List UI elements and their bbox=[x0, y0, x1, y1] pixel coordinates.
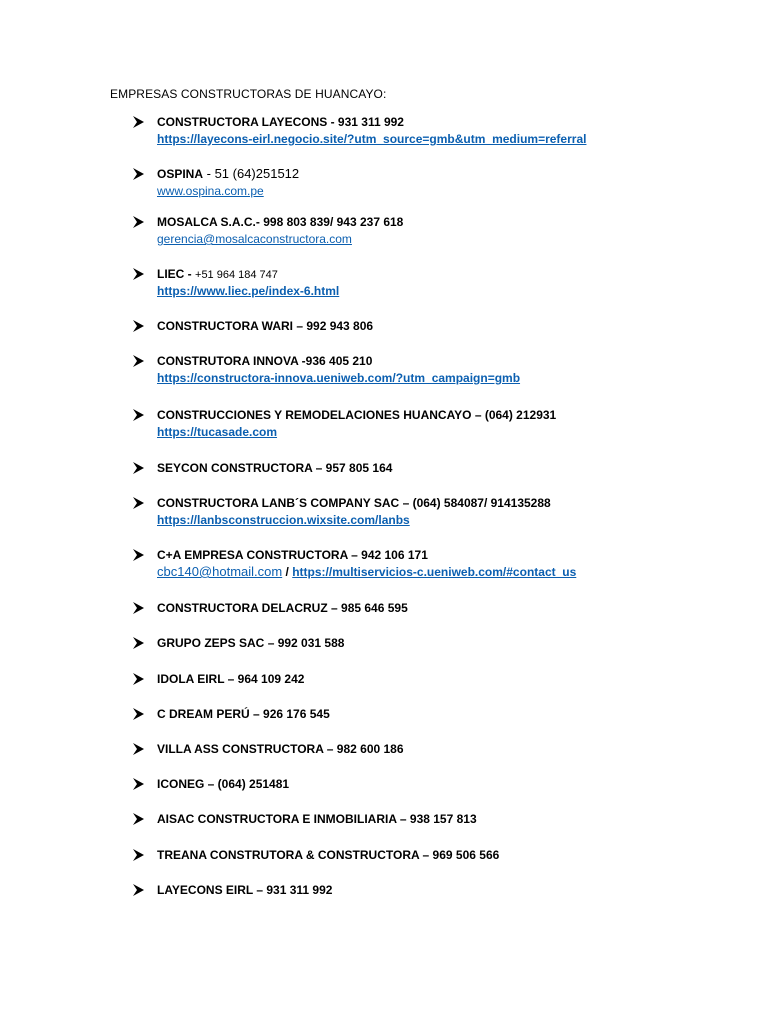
company-phone: – 969 506 566 bbox=[419, 848, 500, 862]
company-name: CONSTRUCTORA LAYECONS bbox=[157, 115, 328, 129]
company-phone: – 926 176 545 bbox=[249, 707, 330, 721]
company-phone: - 998 803 839/ 943 237 618 bbox=[255, 215, 404, 229]
company-phone-separator: - bbox=[184, 267, 196, 281]
company-name: C DREAM PERÚ bbox=[157, 707, 250, 721]
arrowhead-bullet-icon bbox=[133, 268, 145, 280]
arrowhead-bullet-icon bbox=[133, 355, 145, 367]
company-name: SEYCON CONSTRUCTORA bbox=[157, 461, 313, 475]
company-name: C+A EMPRESA CONSTRUCTORA bbox=[157, 548, 348, 562]
link-separator: / bbox=[282, 565, 293, 579]
arrowhead-bullet-icon bbox=[133, 602, 145, 614]
arrowhead-bullet-icon bbox=[133, 884, 145, 896]
arrowhead-bullet-icon bbox=[133, 320, 145, 332]
company-name: AISAC CONSTRUCTORA E INMOBILIARIA bbox=[157, 812, 397, 826]
company-website-link[interactable]: https://www.liec.pe/index-6.html bbox=[157, 284, 340, 298]
company-name: LAYECONS EIRL bbox=[157, 883, 254, 897]
arrowhead-bullet-icon bbox=[133, 637, 145, 649]
company-phone: – 957 805 164 bbox=[312, 461, 393, 475]
document-title: EMPRESAS CONSTRUCTORAS DE HUANCAYO: bbox=[110, 87, 387, 101]
company-phone: - 931 311 992 bbox=[327, 115, 404, 129]
company-phone: – (064) 584087/ 914135288 bbox=[399, 496, 551, 510]
company-name: VILLA ASS CONSTRUCTORA bbox=[157, 742, 324, 756]
company-phone: – 982 600 186 bbox=[323, 742, 404, 756]
arrowhead-bullet-icon bbox=[133, 116, 145, 128]
company-phone: – 992 031 588 bbox=[264, 636, 345, 650]
company-website-link[interactable]: https://constructora-innova.ueniweb.com/?utm_campaign=gmb bbox=[157, 371, 521, 385]
company-phone: – 942 106 171 bbox=[347, 548, 428, 562]
company-name: GRUPO ZEPS SAC bbox=[157, 636, 265, 650]
company-phone: – 938 157 813 bbox=[396, 812, 477, 826]
company-name: LIEC bbox=[157, 267, 185, 281]
arrowhead-bullet-icon bbox=[133, 673, 145, 685]
arrowhead-bullet-icon bbox=[133, 497, 145, 509]
company-name: IDOLA EIRL bbox=[157, 672, 225, 686]
company-phone: – 985 646 595 bbox=[327, 601, 408, 615]
company-name: CONSTRUCCIONES Y REMODELACIONES HUANCAYO bbox=[157, 408, 472, 422]
arrowhead-bullet-icon bbox=[133, 549, 145, 561]
company-website-link[interactable]: https://tucasade.com bbox=[157, 425, 278, 439]
company-website-link[interactable]: https://layecons-eirl.negocio.site/?utm_source=gmb&utm_medium=referral bbox=[157, 132, 587, 146]
arrowhead-bullet-icon bbox=[133, 409, 145, 421]
company-name: OSPINA bbox=[157, 167, 204, 181]
company-phone: -936 405 210 bbox=[298, 354, 373, 368]
company-name: CONSTRUCTORA DELACRUZ bbox=[157, 601, 328, 615]
company-website-link[interactable]: www.ospina.com.pe bbox=[157, 184, 264, 198]
company-website-link[interactable]: https://lanbsconstruccion.wixsite.com/lanbs bbox=[157, 513, 410, 527]
arrowhead-bullet-icon bbox=[133, 778, 145, 790]
company-website-link[interactable]: https://multiservicios-c.ueniweb.com/#contact_us bbox=[292, 565, 577, 579]
arrowhead-bullet-icon bbox=[133, 849, 145, 861]
arrowhead-bullet-icon bbox=[133, 168, 145, 180]
company-name: CONSTRUCTORA WARI bbox=[157, 319, 293, 333]
arrowhead-bullet-icon bbox=[133, 708, 145, 720]
company-phone: – 992 943 806 bbox=[293, 319, 374, 333]
company-phone: – (064) 212931 bbox=[471, 408, 557, 422]
company-name: CONSTRUTORA INNOVA bbox=[157, 354, 299, 368]
arrowhead-bullet-icon bbox=[133, 216, 145, 228]
company-name: CONSTRUCTORA LANB´S COMPANY SAC bbox=[157, 496, 400, 510]
company-phone: - 51 (64)251512 bbox=[203, 166, 300, 181]
company-name: ICONEG bbox=[157, 777, 205, 791]
company-email-link[interactable]: cbc140@hotmail.com bbox=[157, 564, 283, 579]
company-phone: – (064) 251481 bbox=[204, 777, 290, 791]
company-name: TREANA CONSTRUTORA & CONSTRUCTORA bbox=[157, 848, 420, 862]
company-phone: – 931 311 992 bbox=[253, 883, 333, 897]
company-phone: – 964 109 242 bbox=[224, 672, 305, 686]
company-phone: +51 964 184 747 bbox=[195, 269, 278, 281]
company-email-link[interactable]: gerencia@mosalcaconstructora.com bbox=[157, 232, 352, 246]
arrowhead-bullet-icon bbox=[133, 813, 145, 825]
company-name: MOSALCA S.A.C. bbox=[157, 215, 256, 229]
arrowhead-bullet-icon bbox=[133, 743, 145, 755]
arrowhead-bullet-icon bbox=[133, 462, 145, 474]
